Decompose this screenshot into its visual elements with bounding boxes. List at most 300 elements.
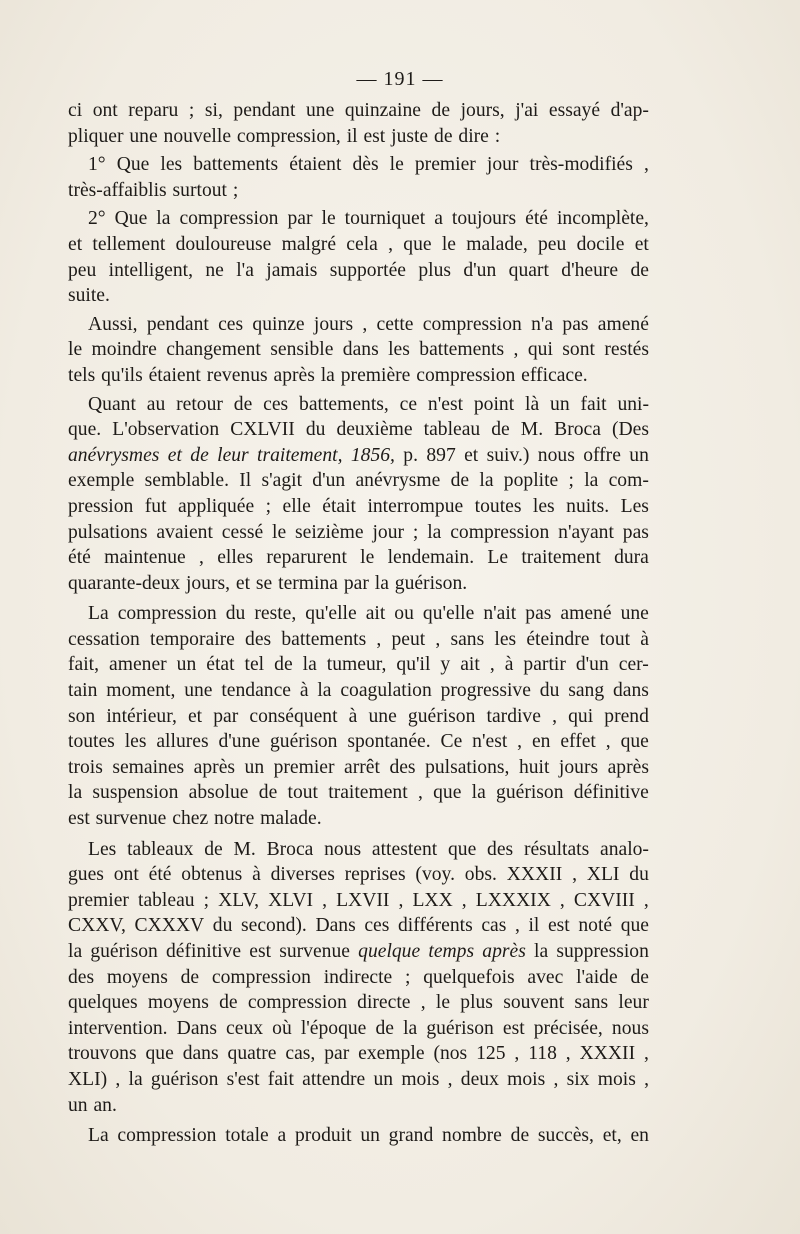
word: de xyxy=(219,992,238,1014)
word: guérison. xyxy=(394,572,468,594)
paragraph xyxy=(68,206,649,308)
word: dire xyxy=(458,125,489,147)
word: souvent xyxy=(503,992,565,1014)
word: interrompue xyxy=(367,495,464,517)
word: 897 xyxy=(426,444,456,466)
word: premier xyxy=(68,889,129,911)
word: elles xyxy=(217,547,254,569)
word: conséquent xyxy=(249,705,338,727)
text-line xyxy=(68,1016,649,1042)
word: quelquefois xyxy=(423,966,515,988)
word: supportée xyxy=(329,259,406,281)
word: de xyxy=(190,444,209,466)
paragraph xyxy=(68,837,649,1119)
word: offre xyxy=(583,444,621,466)
word: toutes xyxy=(474,495,522,517)
word: exemple xyxy=(68,470,135,492)
word: à xyxy=(640,628,649,650)
word: la xyxy=(374,572,389,594)
word: tardive xyxy=(486,705,541,727)
word: tain xyxy=(68,680,98,702)
word: retour xyxy=(176,393,223,415)
text-line xyxy=(68,837,649,863)
word: pas xyxy=(562,313,589,335)
word: arrêt xyxy=(344,756,380,778)
word: l'aide xyxy=(576,966,618,988)
word: très-affaiblis xyxy=(68,179,167,201)
word: le xyxy=(272,521,287,543)
word: qui xyxy=(568,705,594,727)
text-line xyxy=(68,443,649,469)
word: les xyxy=(160,154,183,176)
word: tel xyxy=(244,654,265,676)
word: survenue xyxy=(279,941,350,962)
word: Les xyxy=(620,495,649,517)
word: quinzaine xyxy=(344,100,421,121)
word: au xyxy=(146,393,166,415)
word: termina xyxy=(278,572,338,594)
word: ; xyxy=(203,889,210,911)
word: , xyxy=(605,731,611,753)
word: exemple xyxy=(358,1043,425,1065)
word: quarante-deux xyxy=(68,572,181,594)
body-text xyxy=(68,98,649,1149)
word: un xyxy=(176,654,197,676)
word: un xyxy=(244,756,265,778)
word: qui xyxy=(527,339,553,361)
word: le xyxy=(68,339,83,361)
word: nous xyxy=(611,1017,649,1039)
word: éteindre xyxy=(526,628,590,650)
word: deux xyxy=(460,1068,499,1090)
word: Les xyxy=(88,838,117,860)
word: guérison xyxy=(426,1017,494,1039)
word: de xyxy=(233,393,253,415)
word: amené xyxy=(597,313,649,335)
word: La xyxy=(88,1125,109,1147)
word: maintenue xyxy=(104,547,186,569)
word: ; xyxy=(188,100,195,121)
word: jours, xyxy=(460,100,505,121)
text-line xyxy=(68,780,649,806)
word: résultats xyxy=(523,838,590,860)
word: , xyxy=(362,313,368,335)
text-line xyxy=(68,152,649,178)
word: une xyxy=(305,100,335,121)
word: été xyxy=(68,547,91,569)
word: peu xyxy=(68,259,97,281)
word: analo- xyxy=(600,838,649,860)
word: , xyxy=(553,1068,559,1090)
word: jamais xyxy=(266,259,318,281)
word: du xyxy=(305,419,326,441)
word: des xyxy=(487,838,514,860)
word: par xyxy=(287,208,313,230)
word: six xyxy=(566,1068,590,1090)
word: ce xyxy=(399,393,418,415)
word: Que xyxy=(114,208,148,230)
word: toujours xyxy=(451,208,517,230)
paragraph xyxy=(68,1123,649,1149)
word: compression, xyxy=(236,125,341,147)
word: n'ait xyxy=(483,603,517,625)
text-line xyxy=(68,232,649,258)
word: tumeur, xyxy=(326,654,387,676)
word: de xyxy=(510,1125,530,1147)
word: une xyxy=(620,603,649,625)
word: du xyxy=(212,915,233,937)
word: été xyxy=(148,864,172,886)
word: amener xyxy=(109,654,167,676)
word: moyens xyxy=(106,966,168,988)
word: partir xyxy=(523,654,566,676)
word: elle xyxy=(282,495,311,517)
word: compression xyxy=(117,603,217,625)
paragraph xyxy=(68,152,649,203)
word: est xyxy=(249,941,272,962)
word: est xyxy=(547,915,570,937)
text-line xyxy=(68,1093,649,1119)
word: XLV, xyxy=(218,889,259,911)
word: restés xyxy=(604,339,649,361)
word: semaines xyxy=(112,756,185,778)
word: suppression xyxy=(556,941,649,962)
word: attendre xyxy=(302,1068,366,1090)
word: étaient xyxy=(289,154,342,176)
word: CXXXV xyxy=(134,915,205,937)
word: Broca xyxy=(554,419,601,441)
word: tendance xyxy=(221,680,291,702)
word: LXX xyxy=(412,889,453,911)
word: Aussi, xyxy=(88,313,138,335)
word: battements, xyxy=(299,393,389,415)
word: les xyxy=(124,731,147,753)
word: , xyxy=(199,547,204,569)
word: XLI xyxy=(586,864,620,886)
word: qu'il xyxy=(396,654,431,676)
word: reste, xyxy=(254,603,297,625)
word: leur xyxy=(618,992,649,1014)
word: et xyxy=(68,233,83,255)
word: que xyxy=(145,1043,174,1065)
word: la xyxy=(479,470,494,492)
word: état xyxy=(206,654,235,676)
word: le xyxy=(389,154,404,176)
word: douloureuse xyxy=(175,233,272,255)
word: , xyxy=(514,1043,520,1065)
word: essayé xyxy=(548,100,601,121)
word: avec xyxy=(527,966,564,988)
text-line xyxy=(68,1067,649,1093)
word: malade. xyxy=(260,808,322,830)
word: sensible xyxy=(270,339,334,361)
word: , xyxy=(572,864,577,886)
word: grand xyxy=(388,1125,434,1147)
word: là xyxy=(525,393,540,415)
word: d'un xyxy=(575,654,609,676)
word: 1856, xyxy=(350,444,395,466)
word: après xyxy=(193,756,236,778)
text-line xyxy=(68,704,649,730)
word: cela xyxy=(346,233,378,255)
word: XXXII xyxy=(506,864,563,886)
word: dans xyxy=(182,1043,219,1065)
word: Que xyxy=(116,154,150,176)
word: : xyxy=(494,125,501,147)
word: (Des xyxy=(611,419,649,441)
word: la xyxy=(156,208,171,230)
word: lendemain. xyxy=(387,547,475,569)
word: tableau xyxy=(423,419,481,441)
word: à xyxy=(348,705,358,727)
word: an. xyxy=(93,1094,117,1116)
word: deuxième xyxy=(336,419,413,441)
text-line xyxy=(68,652,649,678)
word: y xyxy=(440,654,451,676)
word: ; xyxy=(412,521,419,543)
word: intérieur, xyxy=(106,705,177,727)
word: jours xyxy=(313,313,354,335)
word: à xyxy=(299,680,309,702)
word: , xyxy=(559,889,565,911)
word: seizième xyxy=(295,521,364,543)
word: compression xyxy=(450,521,550,543)
word: sang xyxy=(568,680,605,702)
word: surtout xyxy=(172,179,227,201)
word: que xyxy=(620,915,649,937)
word: attestent xyxy=(371,838,438,860)
word: et, xyxy=(602,1125,622,1147)
word: tableau xyxy=(138,889,195,911)
word: la xyxy=(584,470,599,492)
word: guérison xyxy=(270,731,338,753)
word: plus xyxy=(460,992,493,1014)
word: des xyxy=(389,756,416,778)
word: moindre xyxy=(91,339,157,361)
word: jours, xyxy=(185,572,231,594)
word: uni- xyxy=(617,393,649,415)
page-number-header: — 191 — xyxy=(356,68,444,90)
word: spontanée. xyxy=(347,731,431,753)
word: noté xyxy=(578,915,613,937)
word: , xyxy=(513,339,519,361)
word: battements xyxy=(281,628,367,650)
word: d'un xyxy=(312,470,346,492)
word: nombre xyxy=(442,1125,502,1147)
word: de xyxy=(431,100,451,121)
word: différents xyxy=(397,915,473,937)
word: amené xyxy=(560,603,612,625)
word: d'heure xyxy=(561,259,619,281)
word: où xyxy=(272,1017,292,1039)
word: la xyxy=(128,1068,143,1090)
word: Ce xyxy=(440,731,463,753)
word: du xyxy=(539,680,560,702)
word: se xyxy=(255,572,273,594)
text-line xyxy=(68,494,649,520)
word: , xyxy=(388,233,394,255)
word: ; xyxy=(232,179,239,201)
word: traitement xyxy=(521,547,601,569)
word: compression xyxy=(422,313,522,335)
word: moyens xyxy=(147,992,209,1014)
word: trois xyxy=(68,756,103,778)
word: chez xyxy=(172,808,209,830)
word: M. xyxy=(520,419,544,441)
word: , xyxy=(643,154,649,176)
word: et xyxy=(464,444,479,466)
word: en xyxy=(531,731,551,753)
word: de xyxy=(258,782,278,804)
word: , xyxy=(322,889,328,911)
word: ont xyxy=(113,864,139,886)
word: mois xyxy=(597,1068,636,1090)
word: tellement xyxy=(92,233,166,255)
word: , xyxy=(552,705,557,727)
word: moment, xyxy=(106,680,176,702)
word: allures xyxy=(156,731,209,753)
word: survenue xyxy=(95,808,167,830)
word: j'ai xyxy=(515,100,539,121)
word: intervention. xyxy=(68,1017,168,1039)
text-line xyxy=(68,729,649,755)
word: jour xyxy=(372,521,405,543)
word: une xyxy=(368,705,397,727)
word: suspension xyxy=(92,782,179,804)
word: tout xyxy=(287,782,318,804)
word: nouvelle xyxy=(163,125,232,147)
word: La xyxy=(88,603,109,625)
word: Le xyxy=(487,547,509,569)
word: il xyxy=(346,125,358,147)
word: ait xyxy=(460,654,480,676)
word: , xyxy=(644,1043,649,1065)
text-line xyxy=(68,806,649,832)
word: compression xyxy=(179,208,279,230)
word: 125 xyxy=(476,1043,506,1065)
word: les xyxy=(532,495,555,517)
word: trouvons xyxy=(68,1043,137,1065)
word: que. xyxy=(68,419,102,441)
word: compression xyxy=(416,364,516,386)
word: , xyxy=(643,889,649,911)
word: s'est xyxy=(226,1068,260,1090)
word: est xyxy=(363,125,386,147)
word: de xyxy=(180,966,200,988)
paragraph xyxy=(68,98,649,149)
word: le xyxy=(321,208,336,230)
word: Quant xyxy=(88,393,136,415)
word: gues xyxy=(68,864,104,886)
word: la xyxy=(403,1017,418,1039)
word: huit xyxy=(518,756,550,778)
word: succès, xyxy=(537,1125,594,1147)
word: un xyxy=(629,444,649,466)
text-line xyxy=(68,939,649,965)
word: par xyxy=(343,572,369,594)
word: que xyxy=(447,838,477,860)
word: , xyxy=(398,889,404,911)
word: ; xyxy=(405,966,411,988)
word: jour xyxy=(486,154,519,176)
word: quart xyxy=(508,259,549,281)
word: , xyxy=(447,1068,453,1090)
text-line xyxy=(68,468,649,494)
word: des xyxy=(245,628,272,650)
word: quatre xyxy=(227,1043,277,1065)
word: CXLVII xyxy=(230,419,295,441)
word: guérison xyxy=(150,1068,219,1090)
word: après xyxy=(607,756,649,778)
text-line xyxy=(68,312,649,338)
word: battements xyxy=(193,154,279,176)
word: cessé xyxy=(221,521,264,543)
word: compression xyxy=(117,1125,217,1147)
word: que xyxy=(433,782,462,804)
word: diverses xyxy=(270,864,335,886)
word: l'époque xyxy=(300,1017,367,1039)
word: leur xyxy=(217,444,249,466)
word: tels xyxy=(68,364,96,386)
word: totale xyxy=(225,1125,269,1147)
word: n'a xyxy=(531,313,554,335)
word: une xyxy=(129,125,158,147)
word: de xyxy=(630,966,649,988)
word: juste xyxy=(391,125,429,147)
word: , xyxy=(376,628,382,650)
word: d'un xyxy=(463,259,497,281)
word: que xyxy=(403,233,432,255)
word: été xyxy=(525,208,548,230)
word: reprises xyxy=(344,864,406,886)
text-line xyxy=(68,755,649,781)
word: coagulation xyxy=(340,680,432,702)
text-line xyxy=(68,283,649,309)
word: 2° xyxy=(88,208,106,230)
word: d'ap- xyxy=(610,100,649,121)
word: sans xyxy=(574,992,609,1014)
word: de xyxy=(204,838,223,860)
word: pulsations, xyxy=(425,756,510,778)
word: compression xyxy=(247,992,347,1014)
word: un xyxy=(550,393,570,415)
word: , xyxy=(435,628,441,650)
word: pression xyxy=(68,495,134,517)
word: LXXXIX xyxy=(475,889,551,911)
word: obtenus xyxy=(181,864,243,886)
word: pulsations xyxy=(68,521,148,543)
word: 118 xyxy=(528,1043,557,1065)
word: la xyxy=(534,941,549,962)
word: ces xyxy=(218,313,244,335)
word: ne xyxy=(205,259,224,281)
word: nous xyxy=(537,444,575,466)
word: cas xyxy=(481,915,507,937)
word: guérison xyxy=(407,705,476,727)
word: pas xyxy=(622,521,649,543)
word: nous xyxy=(324,838,362,860)
text-line xyxy=(68,965,649,991)
word: et xyxy=(634,233,649,255)
word: cas, xyxy=(285,1043,316,1065)
word: intelligent, xyxy=(108,259,194,281)
word: guérison xyxy=(90,941,158,962)
word: toutes xyxy=(68,731,115,753)
paragraph xyxy=(68,392,649,597)
text-line xyxy=(68,888,649,914)
word: tableaux xyxy=(127,838,194,860)
word: qu'elle xyxy=(305,603,357,625)
